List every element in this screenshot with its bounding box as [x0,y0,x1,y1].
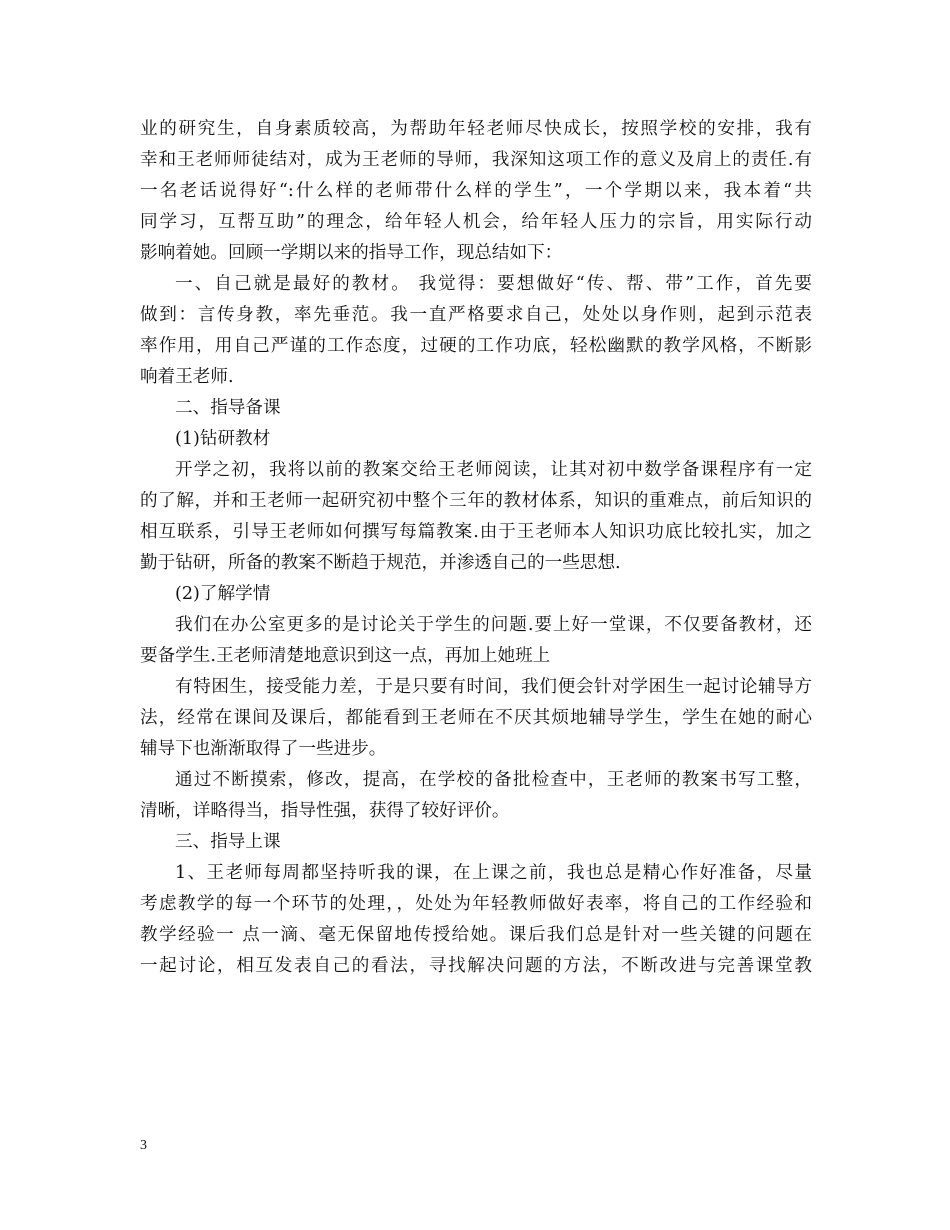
text-line: 清晰，详略得当，指导性强，获得了较好评价。 [140,801,510,821]
text-line: 率作用，用自己严谨的工作态度，过硬的工作功底，轻松幽默的教学风格，不断影 [140,336,812,356]
text-line: 响着王老师. [140,367,234,387]
text-line: 一名老话说得好“:什么样的老师带什么样的学生”，一个学期以来，我本着“共 [140,181,812,201]
text-line: 勤于钻研，所备的教案不断趋于规范，并渗透自己的一些思想. [140,553,621,573]
text-line: 相互联系，引导王老师如何撰写每篇教案.由于王老师本人知识功底比较扎实，加之 [140,522,812,542]
text-line: 同学习，互帮互助”的理念，给年轻人机会，给年轻人压力的宗旨，用实际行动 [140,212,812,232]
text-line: 通过不断摸索，修改，提高，在学校的备批检查中，王老师的教案书写工整， [175,770,812,790]
text-line: 开学之初，我将以前的教案交给王老师阅读，让其对初中数学备课程序有一定 [175,460,812,480]
text-line: 二、指导备课 [175,398,281,418]
text-line: 的了解，并和王老师一起研究初中整个三年的教材体系，知识的重难点，前后知识的 [140,491,812,511]
text-line: 我们在办公室更多的是讨论关于学生的问题.要上好一堂课，不仅要备教材，还 [175,615,812,635]
text-line: 一起讨论，相互发表自己的看法，寻找解决问题的方法，不断改进与完善课堂教 [140,956,812,976]
text-line: (2)了解学情 [175,584,271,604]
text-line: 有特困生，接受能力差，于是只要有时间，我们便会针对学困生一起讨论辅导方 [175,677,812,697]
text-line: 法，经常在课间及课后，都能看到王老师在不厌其烦地辅导学生，学生在她的耐心 [140,708,812,728]
text-line: 要备学生.王老师清楚地意识到这一点，再加上她班上 [140,646,551,666]
text-line: (1)钻研教材 [175,429,271,449]
text-line: 影响着她。回顾一学期以来的指导工作，现总结如下： [140,243,563,263]
text-line: 业的研究生，自身素质较高，为帮助年轻老师尽快成长，按照学校的安排，我有 [140,119,812,139]
text-line: 考虑教学的每一个环节的处理，，处处为年轻教师做好表率，将自己的工作经验和 [140,894,812,914]
text-line: 一、自己就是最好的教材。 我觉得：要想做好“传、帮、带”工作，首先要 [175,274,812,294]
text-line: 三、指导上课 [175,832,281,852]
text-line: 幸和王老师师徒结对，成为王老师的导师，我深知这项工作的意义及肩上的责任.有 [140,150,812,170]
text-line: 辅导下也渐渐取得了一些进步。 [140,739,387,759]
document-body [140,114,812,982]
text-line: 做到：言传身教，率先垂范。我一直严格要求自己，处处以身作则，起到示范表 [140,305,812,325]
text-line: 1、王老师每周都坚持听我的课，在上课之前，我也总是精心作好准备，尽量 [175,863,812,883]
page-number: 3 [140,1138,147,1153]
text-line: 教学经验一 点一滴、毫无保留地传授给她。课后我们总是针对一些关键的问题在 [140,925,812,945]
